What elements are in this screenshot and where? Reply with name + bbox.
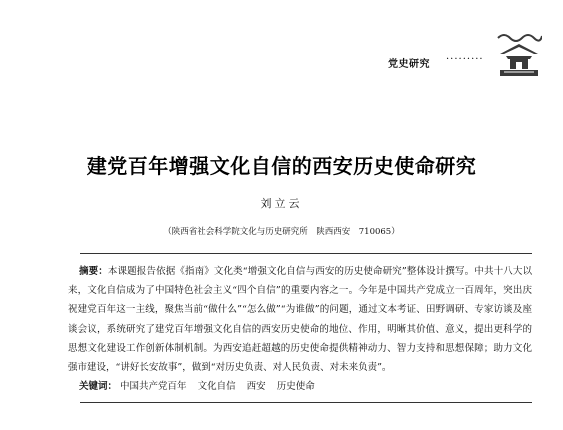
author-affiliation: （陕西省社会科学院文化与历史研究所 陕西西安 710065） (163, 227, 400, 237)
section-header (388, 55, 498, 71)
paper-title: 建党百年增强文化自信的西安历史使命研究 (86, 154, 477, 178)
divider-bottom (80, 402, 532, 403)
pagoda-emblem-icon (496, 30, 542, 78)
abstract-block (68, 262, 532, 377)
keyword: 中国共产党百年 (120, 381, 187, 392)
divider-top (80, 253, 532, 254)
keyword: 西安 (246, 381, 266, 392)
keyword: 历史使命 (276, 381, 315, 392)
author-name: 刘立云 (260, 197, 303, 210)
abstract-label: 摘要： (79, 266, 108, 277)
section-dots: ········· (446, 54, 484, 65)
section-label: 党史研究 (388, 59, 430, 70)
keywords-block (79, 378, 529, 396)
keyword: 文化自信 (197, 381, 236, 392)
keywords-label: 关键词： (79, 381, 118, 392)
abstract-text: 本课题报告依据《指南》文化类“增强文化自信与西安的历史使命研究”整体设计撰写。中共十八大以来，文化自信成为了中国特色社会主义“四个自信”的重要内容之一。今年是中国共产党成立一百周年，突出庆祝建党百年这一主线，聚焦当前“做什么”“怎么做”“为谁做”的问题，通过文本考证、田野调研、专家访谈及座谈会议，系统研究了建党百年增强文化自信的西安历史使命的地位、作用，明晰其价值、意义，提出更科学的思想文化建设工作创新体制机制。为西安追赶超越的历史使命提供精神动力、智力支持和思想保障；助力文化强市建设，“讲好长安故事”，做到“对历史负责、对人民负责、对未来负责”。 (68, 266, 532, 374)
